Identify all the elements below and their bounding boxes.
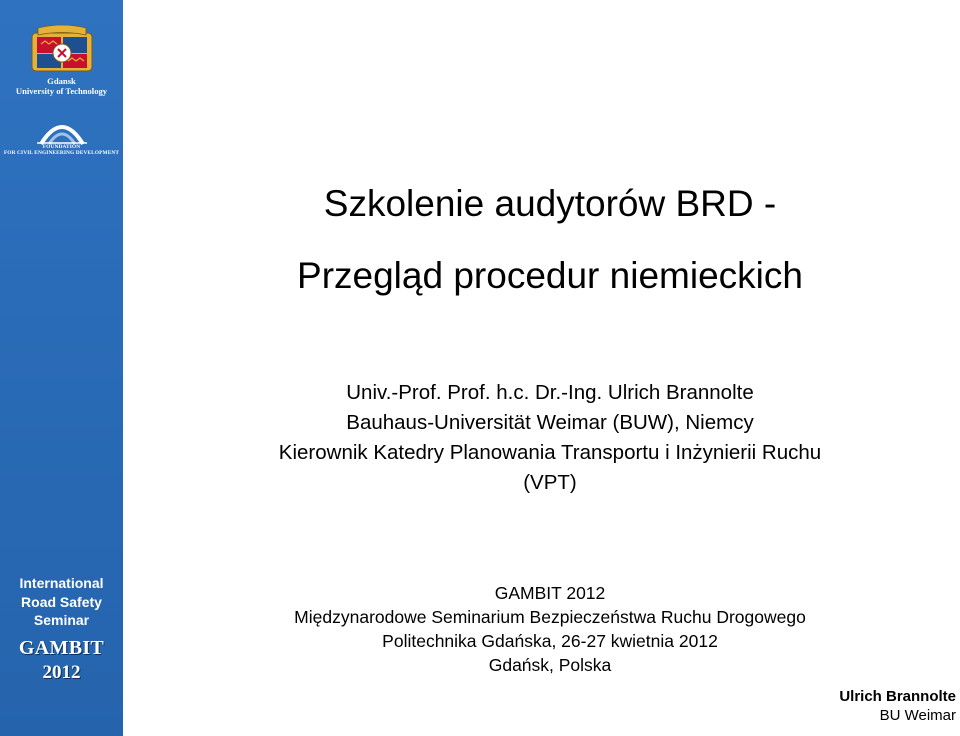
author-info: [150, 378, 950, 498]
foundation-bridge-icon: [37, 114, 87, 146]
author-affiliation: Bauhaus-Universität Weimar (BUW), Niemcy: [346, 411, 754, 434]
event-info: [150, 581, 950, 677]
foundation-name-line2: FOR CIVIL ENGINEERING DEVELOPMENT: [3, 150, 120, 157]
slide-content: [150, 0, 950, 736]
event-location: Gdańsk, Polska: [488, 655, 612, 675]
event-description: Międzynarodowe Seminarium Bezpieczeństwa Ruchu Drogowego: [294, 607, 806, 627]
event-venue-date: Politechnika Gdańska, 26-27 kwietnia 2012: [382, 631, 718, 651]
author-position: Kierownik Katedry Planowania Transportu i Inżynierii Ruchu: [278, 441, 822, 464]
author-position-abbr: (VPT): [523, 471, 577, 494]
university-crest-icon: [28, 24, 96, 74]
footer: [839, 687, 956, 725]
slide-title-line2: Przegląd procedur niemieckich: [297, 255, 803, 296]
seminar-line3: Seminar: [33, 612, 90, 628]
author-name: Univ.-Prof. Prof. h.c. Dr.-Ing. Ulrich Brannolte: [346, 381, 754, 404]
university-name-line2: University of Technology: [15, 86, 108, 96]
seminar-line2: Road Safety: [21, 593, 102, 610]
footer-organization: BU Weimar: [879, 707, 956, 724]
university-name-line1: Gdansk: [47, 76, 76, 86]
slide-title-line1: Szkolenie audytorów BRD -: [323, 183, 777, 224]
seminar-line1: International: [19, 575, 104, 591]
seminar-logo: [0, 574, 123, 684]
foundation-name-line1: FOUNDATION: [42, 144, 81, 150]
sidebar: [0, 0, 123, 736]
seminar-name: GAMBIT: [18, 636, 105, 659]
footer-author-name: Ulrich Brannolte: [839, 688, 956, 705]
university-name: [0, 76, 123, 96]
event-name: GAMBIT 2012: [494, 583, 606, 603]
foundation-name: [0, 144, 123, 157]
seminar-year: 2012: [42, 661, 81, 683]
